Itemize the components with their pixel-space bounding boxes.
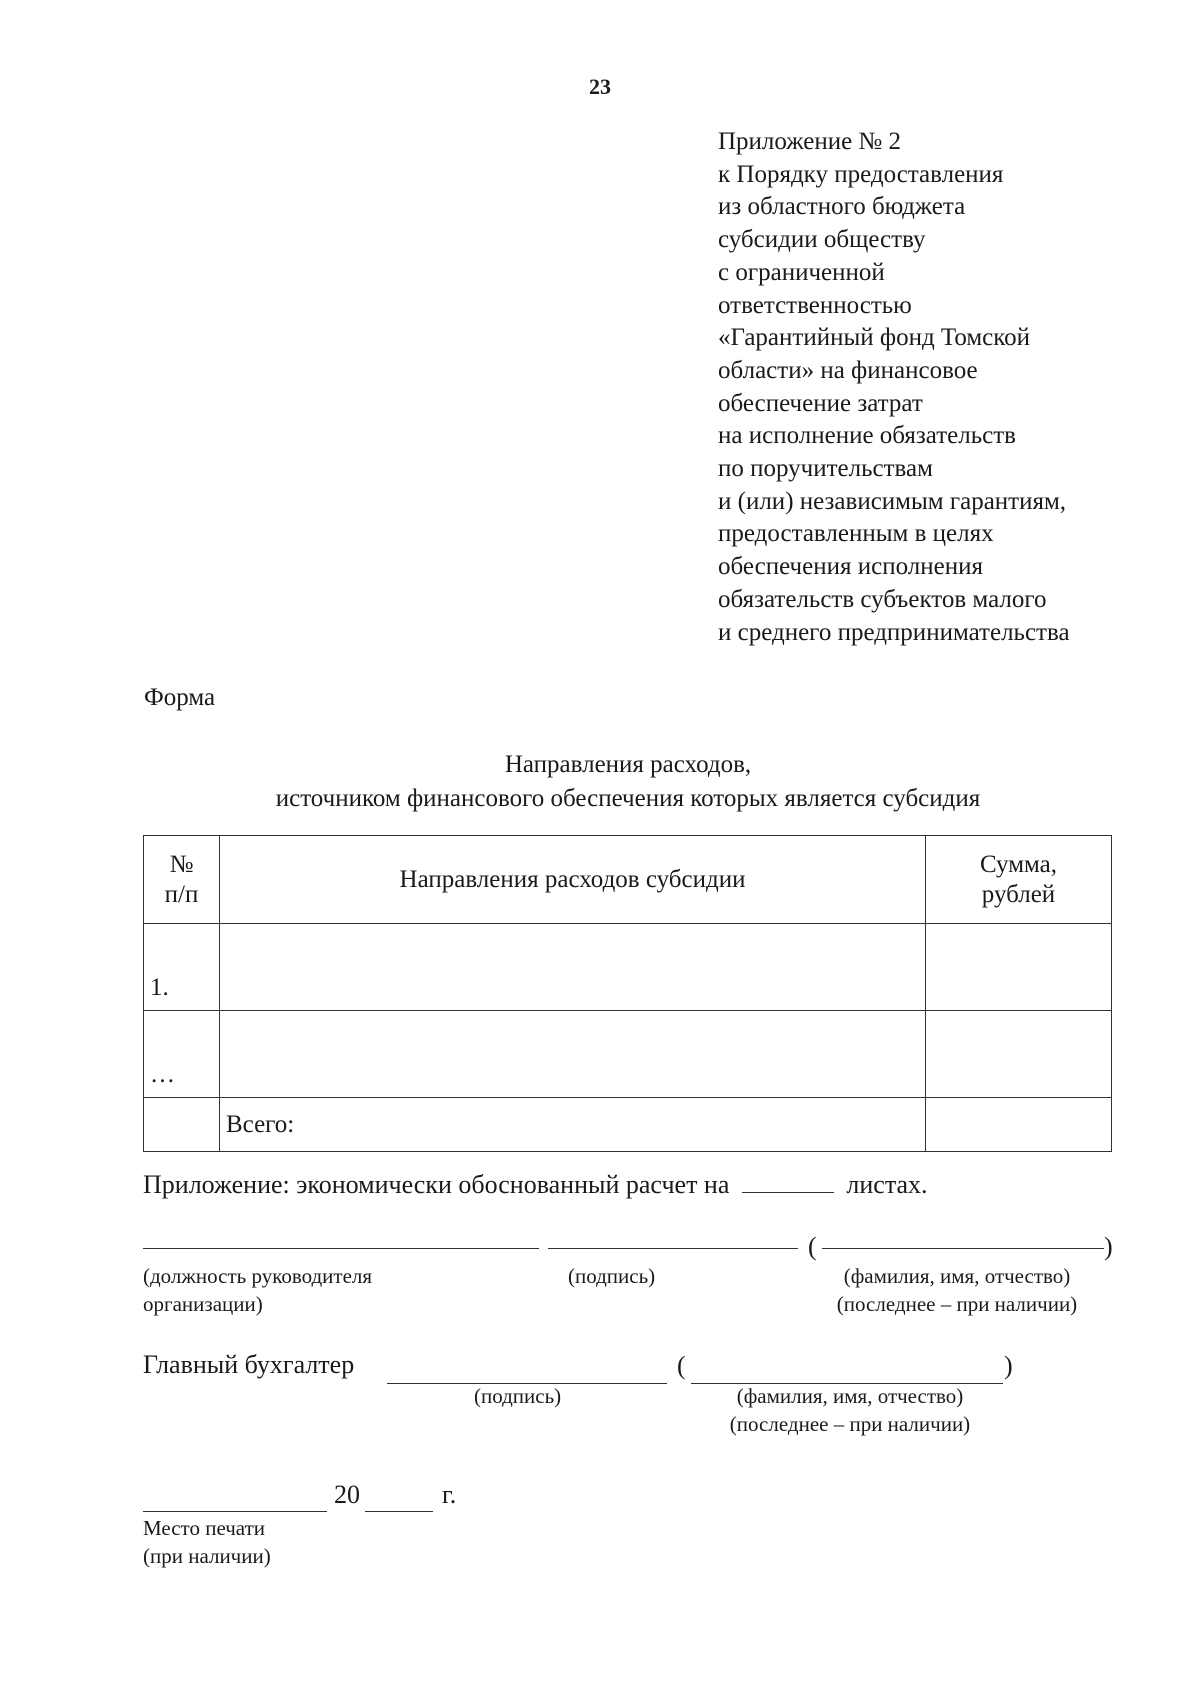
attachment-prefix: Приложение: экономически обоснованный расчет на [143, 1170, 730, 1199]
caption-line: организации) [143, 1292, 263, 1316]
header-sum [926, 836, 1112, 924]
appendix-line: Приложение № 2 [718, 128, 902, 155]
stamp-caption [143, 1514, 271, 1570]
caption-line: (фамилия, имя, отчество) [736, 1384, 964, 1408]
row-direction[interactable] [220, 1011, 926, 1098]
appendix-block [718, 126, 1070, 649]
document-title [0, 748, 1200, 816]
header-sum-line2: рублей [981, 880, 1056, 908]
table-row [144, 924, 1112, 1011]
title-line-1: Направления расходов, [504, 751, 752, 778]
date-day-month-line[interactable] [143, 1511, 327, 1512]
expenses-table [143, 835, 1112, 1152]
chief-name-caption [702, 1382, 998, 1438]
row-direction[interactable] [220, 924, 926, 1011]
date-year-line[interactable] [365, 1511, 433, 1512]
appendix-line: ответственностью [718, 291, 912, 319]
appendix-line: из областного бюджета [718, 193, 966, 221]
header-direction: Направления расходов субсидии [220, 836, 926, 924]
caption-line: (последнее – при наличии) [729, 1412, 971, 1436]
attachment-suffix: листах. [846, 1170, 928, 1199]
caption-line: (при наличии) [143, 1544, 271, 1568]
total-number-cell [144, 1098, 220, 1152]
header-sum-line1: Сумма, [979, 850, 1058, 878]
row-sum[interactable] [926, 1011, 1112, 1098]
form-label: Форма [144, 684, 216, 711]
row-number: … [144, 1011, 220, 1098]
caption-line: (фамилия, имя, отчество) [843, 1264, 1071, 1288]
row-number: 1. [144, 924, 220, 1011]
appendix-line: обеспечение затрат [718, 389, 923, 417]
appendix-line: обязательств субъектов малого [718, 585, 1047, 613]
row-sum[interactable] [926, 924, 1112, 1011]
header-number-line2: п/п [164, 880, 199, 908]
date-year-prefix: 20 [334, 1480, 360, 1509]
close-paren: ) [1104, 1232, 1113, 1261]
appendix-line: предоставленным в целях [718, 520, 994, 548]
header-number-line1: № [169, 850, 194, 878]
appendix-line: на исполнение обязательств [718, 422, 1016, 450]
table-total-row [144, 1098, 1112, 1152]
caption-line: (последнее – при наличии) [836, 1292, 1078, 1316]
page-number: 23 [589, 74, 611, 99]
head-signature-caption: (подпись) [568, 1264, 656, 1288]
caption-line: Место печати [143, 1516, 266, 1540]
chief-accountant-label: Главный бухгалтер [143, 1350, 355, 1379]
appendix-line: и среднего предпринимательства [718, 618, 1070, 646]
chief-signature-caption: (подпись) [474, 1384, 562, 1408]
head-position-caption [143, 1262, 372, 1318]
open-paren: ( [808, 1232, 817, 1261]
open-paren: ( [677, 1351, 686, 1380]
appendix-line: по поручительствам [718, 455, 933, 483]
head-name-caption [812, 1262, 1102, 1318]
total-sum-cell[interactable] [926, 1098, 1112, 1152]
header-number [144, 836, 220, 924]
head-name-line[interactable] [822, 1248, 1104, 1249]
caption-line: (должность руководителя [143, 1264, 373, 1288]
appendix-line: и (или) независимым гарантиям, [718, 487, 1067, 515]
appendix-line: обеспечения исполнения [718, 553, 983, 581]
date-year-suffix: г. [442, 1480, 457, 1509]
table-row [144, 1011, 1112, 1098]
title-line-2: источником финансового обеспечения которых является субсидия [275, 785, 981, 812]
total-label: Всего: [220, 1098, 926, 1152]
appendix-line: к Порядку предоставления [718, 160, 1004, 188]
close-paren: ) [1004, 1351, 1013, 1380]
appendix-line: области» на финансовое [718, 356, 978, 384]
attachment-line [143, 1170, 928, 1200]
table-header-row [144, 836, 1112, 924]
appendix-line: субсидии обществу [718, 226, 926, 254]
appendix-line: с ограниченной [718, 258, 885, 286]
head-signature-line[interactable] [548, 1248, 798, 1249]
head-position-line[interactable] [143, 1248, 539, 1249]
attachment-sheets-blank[interactable] [742, 1170, 834, 1193]
appendix-line: «Гарантийный фонд Томской [718, 324, 1031, 352]
